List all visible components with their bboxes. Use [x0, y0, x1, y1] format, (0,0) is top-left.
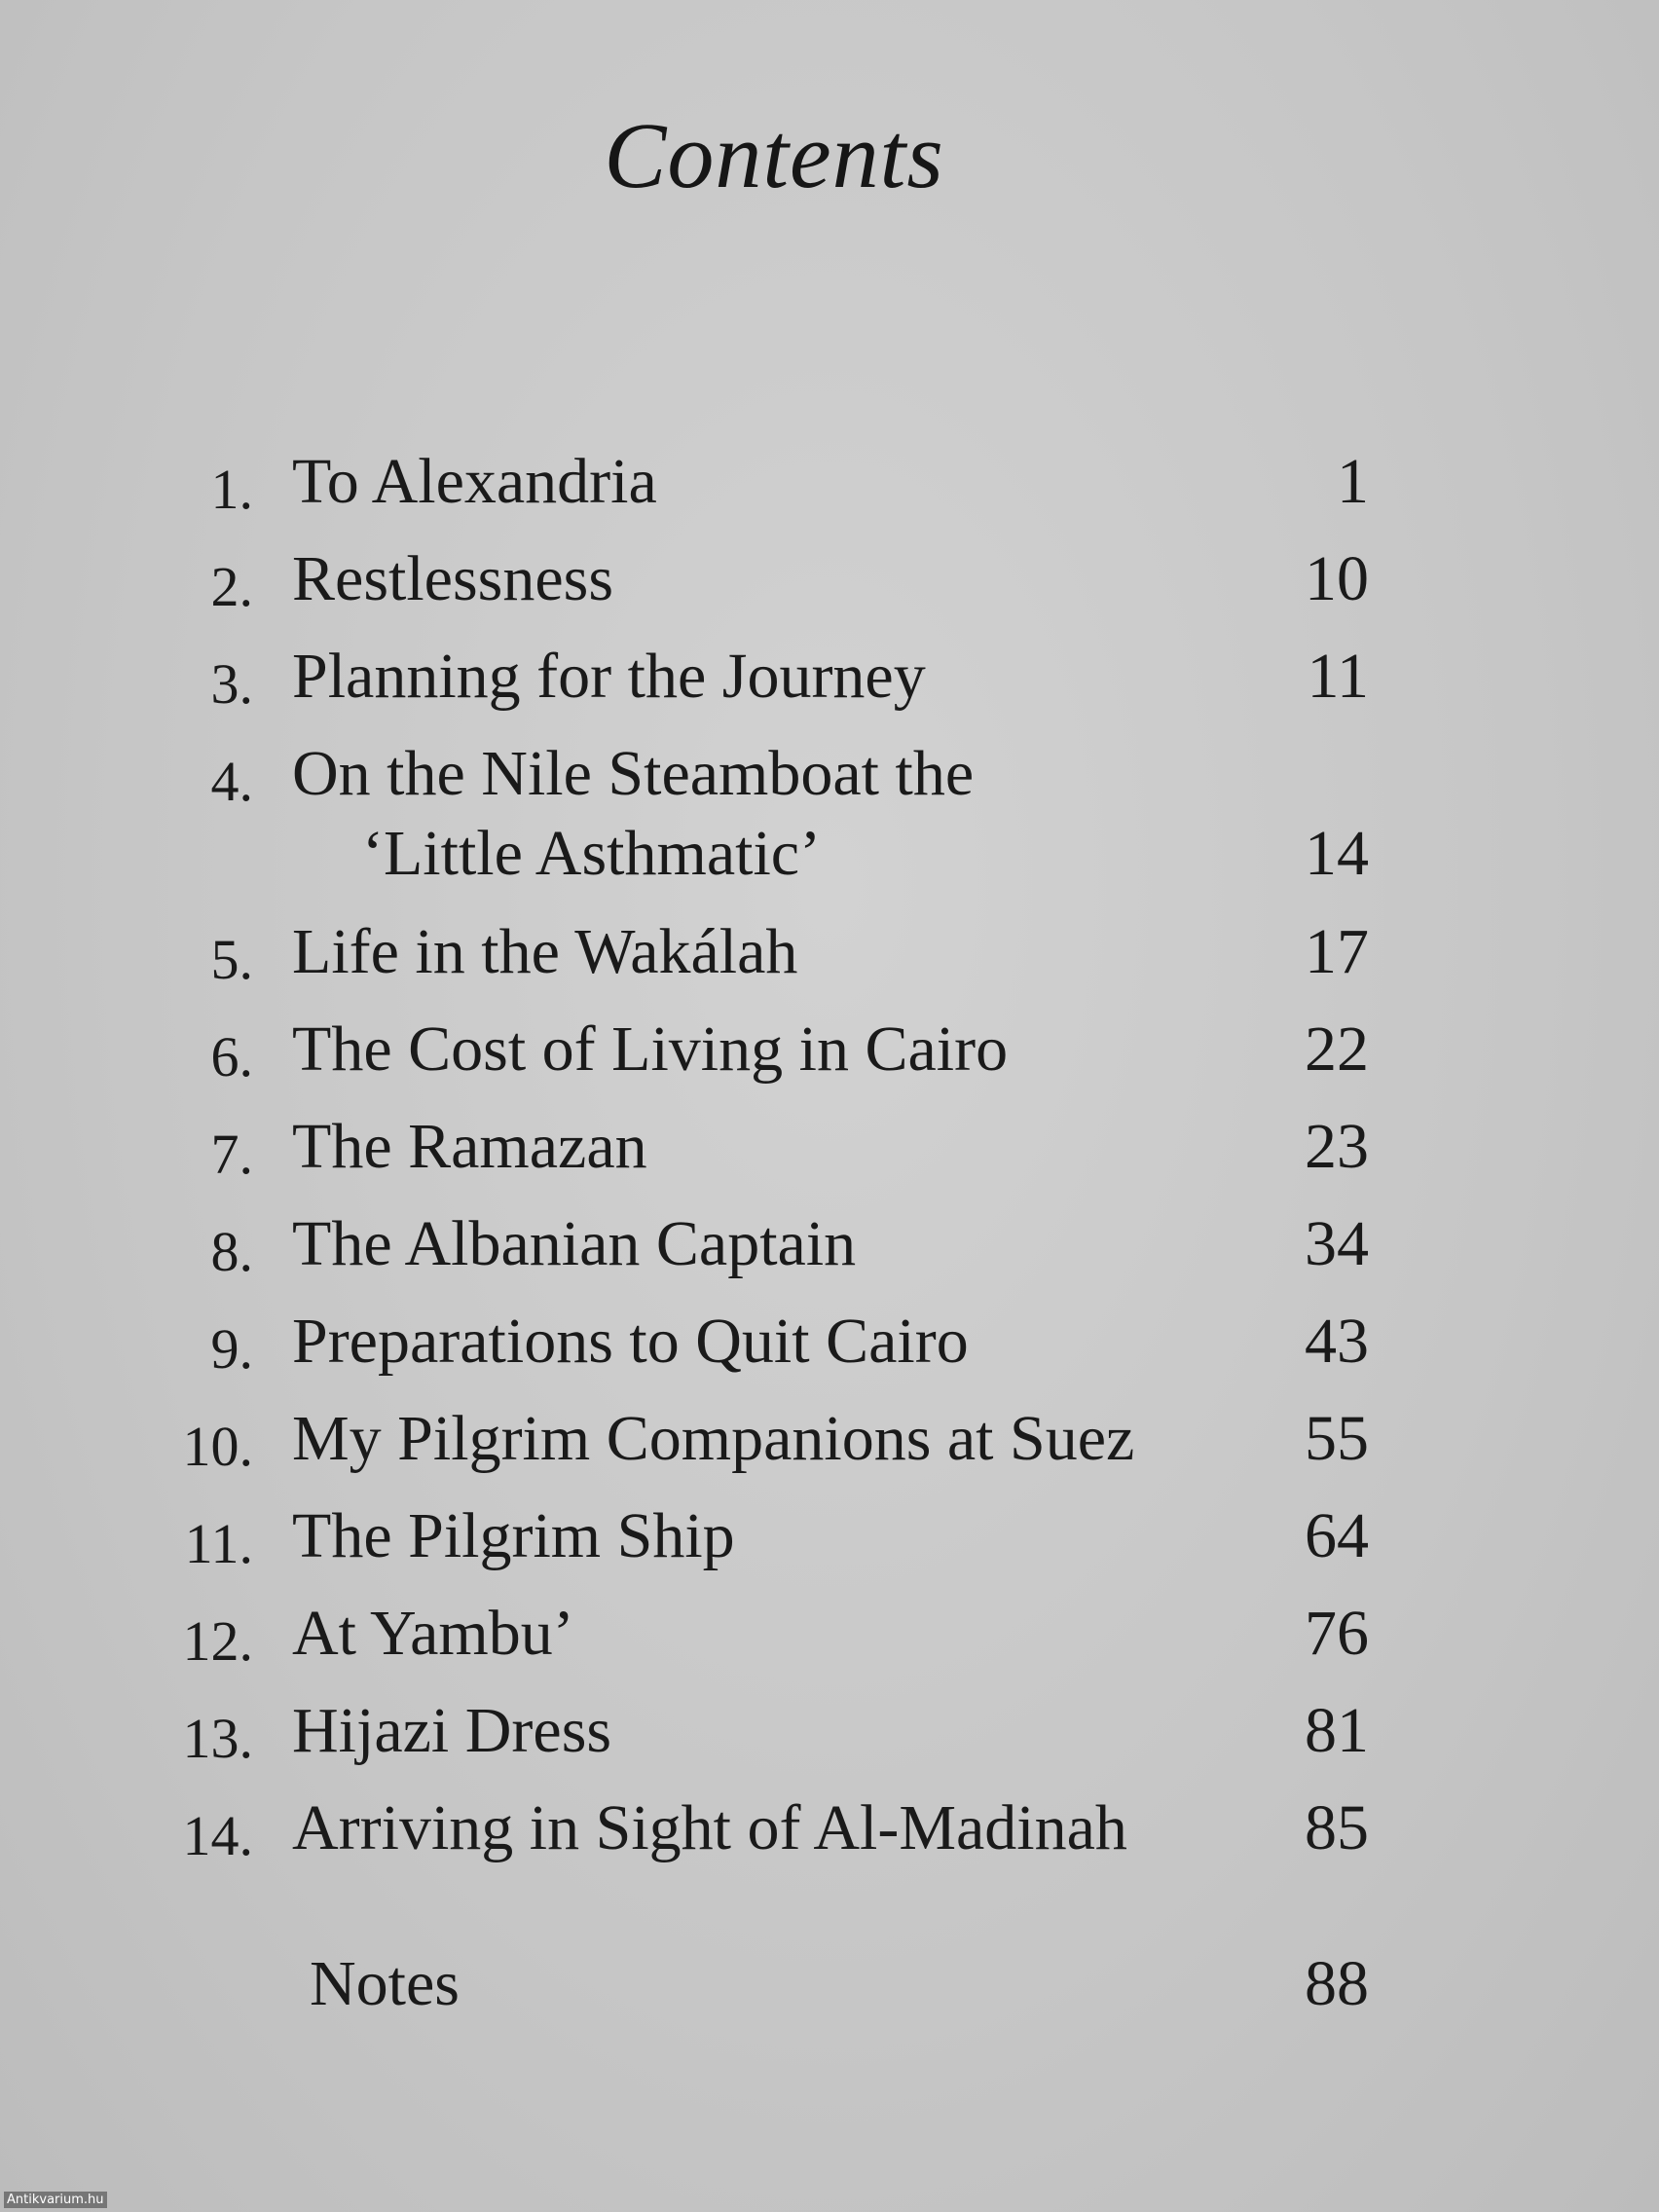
chapter-title: Planning for the Journey: [292, 641, 926, 712]
page-number: 17: [1305, 916, 1369, 987]
chapter-title: The Albanian Captain: [292, 1208, 857, 1279]
toc-entry: [0, 633, 1659, 720]
page-number: 81: [1305, 1695, 1369, 1766]
toc-notes-entry: [0, 1940, 1659, 2028]
page-number: 76: [1305, 1598, 1369, 1669]
chapter-title: Hijazi Dress: [292, 1695, 612, 1766]
page-number: 1: [1337, 446, 1369, 517]
chapter-number: 11.: [184, 1512, 253, 1575]
toc-entry: [0, 438, 1659, 526]
chapter-number: 13.: [182, 1707, 253, 1770]
toc-entry: [0, 535, 1659, 623]
chapter-title: Arriving in Sight of Al-Madinah: [292, 1792, 1127, 1863]
toc-entry: [0, 1200, 1659, 1288]
chapter-number: 14.: [182, 1804, 253, 1867]
page-number: 64: [1305, 1500, 1369, 1571]
toc-entry: [0, 1298, 1659, 1385]
page-number: 14: [1305, 818, 1369, 889]
chapter-title: Restlessness: [292, 543, 613, 614]
toc-entry-continuation: [0, 810, 1659, 898]
page-number: 34: [1305, 1208, 1369, 1279]
chapter-title: My Pilgrim Companions at Suez: [292, 1403, 1135, 1474]
chapter-title: To Alexandria: [292, 446, 657, 517]
chapter-title-continuation: ‘Little Asthmatic’: [362, 818, 822, 889]
page-number: 11: [1307, 641, 1369, 712]
toc-entry: [0, 1687, 1659, 1775]
chapter-title: The Pilgrim Ship: [292, 1500, 735, 1571]
chapter-number: 4.: [210, 750, 253, 813]
page-number: 85: [1305, 1792, 1369, 1863]
chapter-title: Preparations to Quit Cairo: [292, 1306, 969, 1377]
chapter-number: 3.: [210, 652, 253, 716]
toc-entry: [0, 1103, 1659, 1191]
chapter-number: 10.: [182, 1415, 253, 1478]
toc-entry: [0, 1590, 1659, 1677]
chapter-number: 1.: [210, 458, 253, 521]
page-number: 88: [1305, 1948, 1369, 2019]
chapter-number: 5.: [210, 928, 253, 991]
chapter-number: 7.: [210, 1123, 253, 1186]
chapter-number: 6.: [210, 1025, 253, 1088]
page-number: 43: [1305, 1306, 1369, 1377]
page-number: 10: [1305, 543, 1369, 614]
chapter-title: Life in the Wakálah: [292, 916, 798, 987]
chapter-number: 12.: [182, 1609, 253, 1673]
toc-entry: [0, 730, 1659, 818]
chapter-title: The Ramazan: [292, 1111, 647, 1182]
page-number: 22: [1305, 1014, 1369, 1085]
toc-entry: [0, 1493, 1659, 1580]
page-title: Contents: [604, 103, 944, 207]
notes-title: Notes: [310, 1948, 460, 2019]
chapter-number: 8.: [210, 1220, 253, 1283]
page-number: 23: [1305, 1111, 1369, 1182]
toc-entry: [0, 1395, 1659, 1483]
chapter-number: 2.: [210, 555, 253, 618]
page-number: 55: [1305, 1403, 1369, 1474]
watermark-label: Antikvarium.hu: [4, 2192, 107, 2208]
toc-entry: [0, 1785, 1659, 1872]
chapter-title: At Yambu’: [292, 1598, 574, 1669]
toc-entry: [0, 1006, 1659, 1093]
toc-entry: [0, 908, 1659, 996]
chapter-number: 9.: [210, 1317, 253, 1381]
chapter-title: The Cost of Living in Cairo: [292, 1014, 1009, 1085]
chapter-title: On the Nile Steamboat the: [292, 738, 975, 809]
